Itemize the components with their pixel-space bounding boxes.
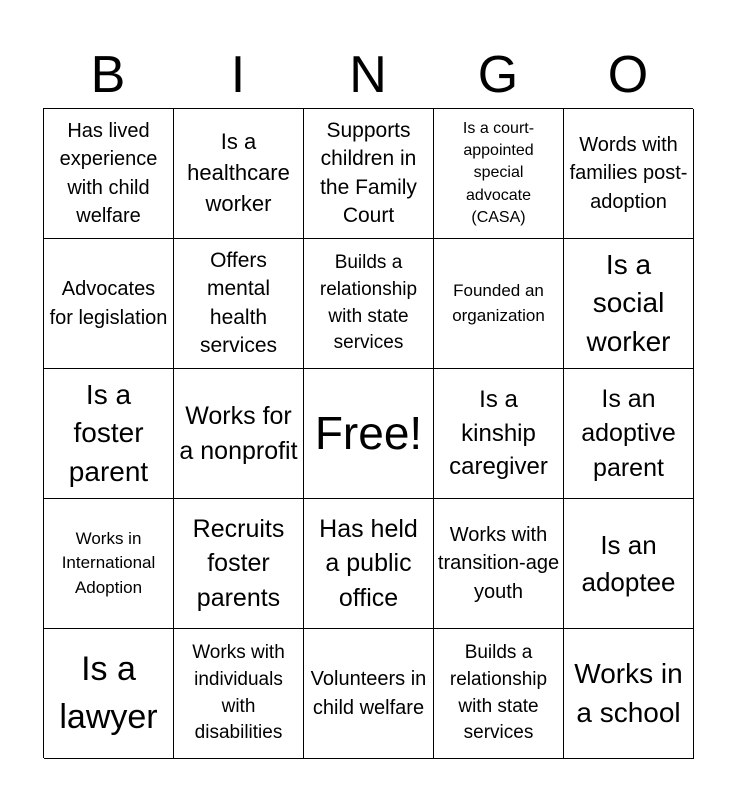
header-letter-i: I [230,46,246,104]
header-letter-g: G [477,46,519,104]
bingo-cell-text: Is a court-appointed special advocate (CASA) [462,119,535,227]
bingo-cell-text: Recruits foster parents [192,514,285,612]
bingo-cell[interactable] [44,499,174,629]
bingo-cell-text: Is an adoptive parent [581,384,676,482]
bingo-cell[interactable] [434,369,564,499]
bingo-cell-text: Has held a public office [319,514,418,612]
bingo-header [43,42,693,108]
header-letter-o: O [607,46,649,104]
free-space-cell[interactable] [304,369,434,499]
bingo-cell-text: Builds a relationship with state services [449,642,548,744]
bingo-cell-text: Is a foster parent [68,378,149,487]
bingo-cell[interactable] [174,499,304,629]
bingo-cell[interactable] [564,369,694,499]
bingo-cell-text: Is a social worker [586,248,671,357]
bingo-cell[interactable] [304,239,434,369]
bingo-cell-text: Is an adoptee [581,530,676,597]
header-letter-b: B [90,46,126,104]
bingo-cell[interactable] [174,239,304,369]
free-space-text: Free! [314,406,423,459]
bingo-cell[interactable] [44,369,174,499]
bingo-cell[interactable] [44,109,174,239]
bingo-cell[interactable] [44,239,174,369]
bingo-cell-text: Builds a relationship with state services [319,252,418,354]
bingo-cell-text: Is a lawyer [59,649,158,736]
bingo-cell[interactable] [434,109,564,239]
bingo-cell-text: Is a kinship caregiver [449,386,548,481]
bingo-cell-text: Works with individuals with disabilities [192,642,285,744]
bingo-cell[interactable] [434,239,564,369]
bingo-cell[interactable] [174,629,304,759]
bingo-cell-text: Founded an organization [452,281,545,325]
bingo-cell-text: Works in International Adoption [61,529,156,597]
bingo-cell[interactable] [434,629,564,759]
bingo-cell[interactable] [434,499,564,629]
bingo-cell[interactable] [174,369,304,499]
bingo-cell-text: Works with transition-age youth [437,523,560,603]
bingo-cell-text: Offers mental health services [199,248,278,357]
bingo-cell[interactable] [174,109,304,239]
bingo-cell-text: Words with families post-adoption [569,133,688,213]
bingo-cell-text: Supports children in the Family Court [320,118,417,227]
bingo-cell[interactable] [44,629,174,759]
bingo-cell[interactable] [304,109,434,239]
bingo-cell-text: Works in a school [574,657,683,728]
bingo-cell[interactable] [564,499,694,629]
bingo-cell-text: Advocates for legislation [49,278,168,329]
bingo-cell-text: Is a healthcare worker [187,129,290,216]
bingo-cell-text: Has lived experience with child welfare [59,119,158,227]
header-letter-n: N [349,46,387,104]
bingo-cell[interactable] [304,499,434,629]
bingo-cell-text: Works for a nonprofit [179,402,298,465]
bingo-cell[interactable] [564,629,694,759]
bingo-cell[interactable] [564,109,694,239]
bingo-cell[interactable] [564,239,694,369]
bingo-card-grid [43,108,693,758]
bingo-cell[interactable] [304,629,434,759]
bingo-cell-text: Volunteers in child welfare [310,668,427,719]
